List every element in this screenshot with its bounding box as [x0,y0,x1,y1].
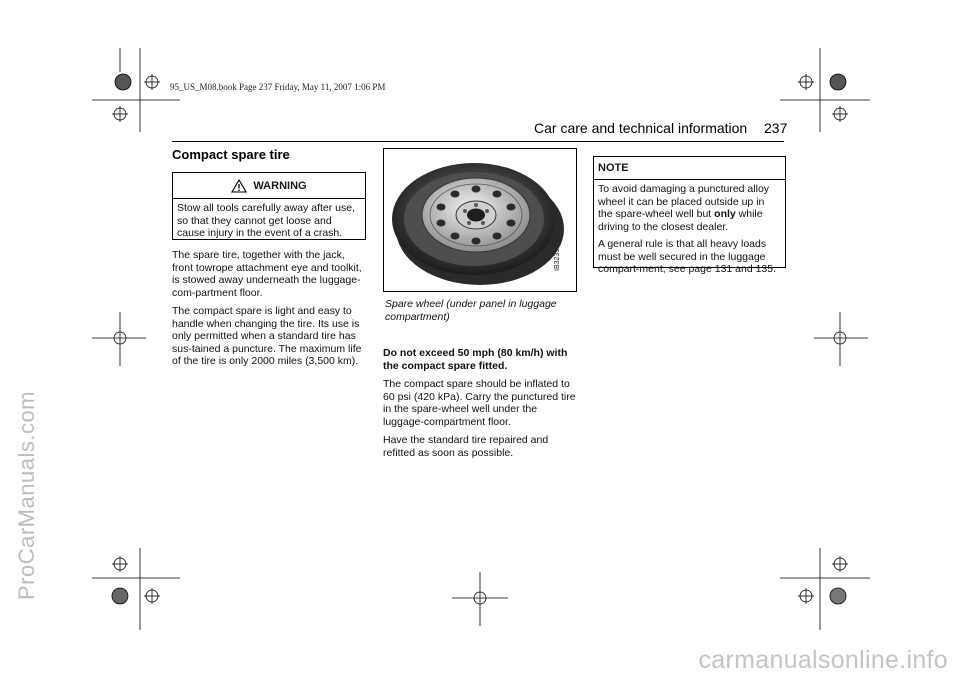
warning-triangle-icon [231,179,247,193]
paragraph: The compact spare should be inflated to 60 psi (420 kPa). Carry the punctured tire in the spare-wheel well under the luggage-compartment floor. [383,378,576,428]
side-watermark: ProCarManuals.com [14,390,39,600]
paragraph: The spare tire, together with the jack, front towrope attachment eye and toolkit, is stowed away underneath the luggage-com-partment floor. [172,249,362,299]
figure-code: IB3233 [554,248,561,271]
middle-column [383,347,579,465]
spare-wheel-figure [383,148,577,292]
print-header: 95_US_M08.book Page 237 Friday, May 11, 2007 1:06 PM [170,82,386,92]
note-paragraph: A general rule is that all heavy loads must be well secured in the luggage compart-ment, see page 131 and 135. [598,238,777,275]
warning-header [173,173,365,199]
note-paragraph [598,183,781,233]
bold-statement: Do not exceed 50 mph (80 km/h) with the compact spare fitted. [383,347,568,372]
paragraph: The compact spare is light and easy to handle when changing the tire. Its use is only permitted when a standard tire has sus-tained a puncture. The maximum life of the tire is only 2000 miles (3,500 km). [172,305,362,367]
note-label: NOTE [598,162,629,174]
warning-box [172,172,366,240]
spare-wheel-illustration [384,149,576,291]
footer-watermark: carmanualsonline.info [698,646,948,674]
note-emphasis: only [714,208,736,220]
page-number: 237 [764,120,788,136]
section-title: Compact spare tire [172,147,290,162]
note-text: To avoid damaging a punctured alloy wheel it can be placed outside up in the spare-wheel well but [598,183,770,220]
note-header [594,157,785,180]
header-rule [172,141,784,142]
chapter-title: Car care and technical information [534,120,748,136]
warning-text: Stow all tools carefully away after use, so that they cannot get loose and cause injury in the event of a crash. [177,202,355,239]
left-column [172,249,368,374]
warning-label: WARNING [253,179,307,192]
note-text: while driving to the closest dealer. [598,208,763,233]
figure-caption: Spare wheel (under panel in luggage compartment) [385,298,557,323]
note-body [594,180,785,284]
note-box [593,156,786,275]
paragraph: Have the standard tire repaired and refitted as soon as possible. [383,434,549,459]
